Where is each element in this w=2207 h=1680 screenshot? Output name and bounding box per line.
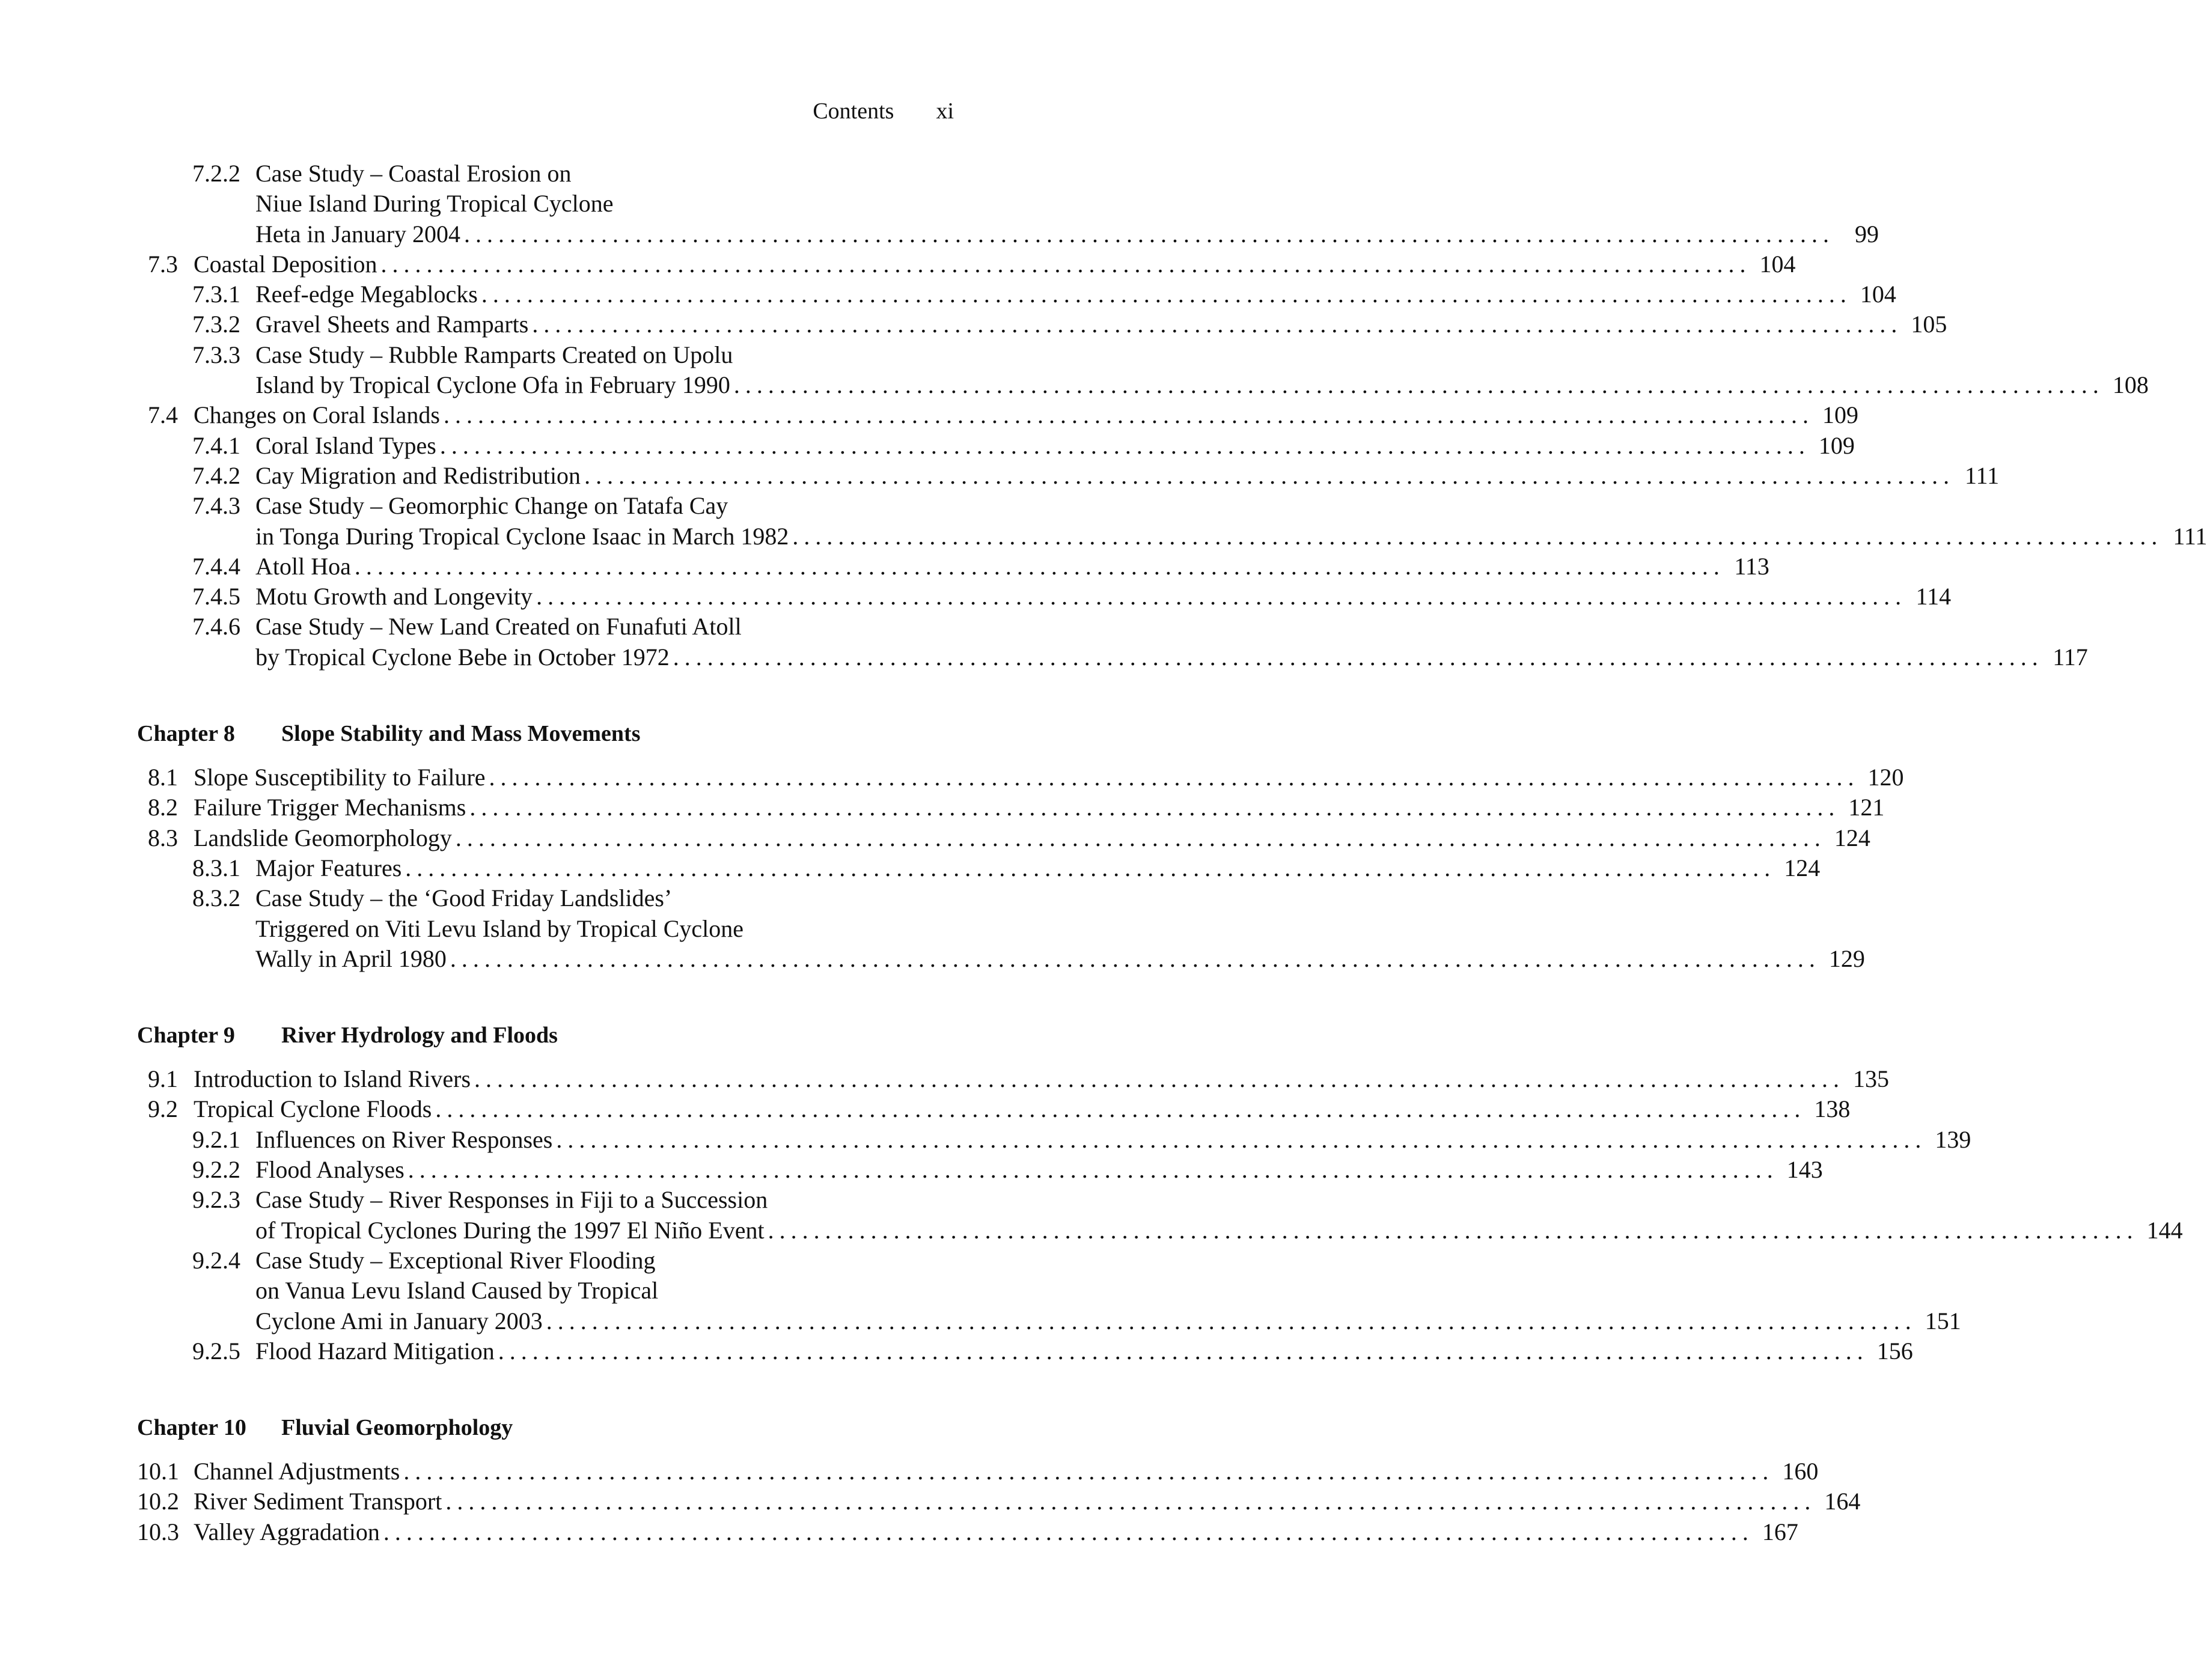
section-page-number: 164 <box>1824 1488 1861 1515</box>
section-page-number: 124 <box>1834 824 1870 851</box>
section-page-number: 108 <box>2112 371 2149 399</box>
section-page-number: 143 <box>1786 1156 1823 1184</box>
section-page-number: 144 <box>2146 1216 2183 1244</box>
toc-entry-line <box>137 1306 1961 1336</box>
section-number <box>137 642 255 672</box>
section-page-number: 114 <box>1915 583 1952 610</box>
dot-leader: ........................................................................................................................ <box>673 643 2044 671</box>
toc-entry-line <box>137 642 2088 672</box>
section-title: Case Study – River Responses in Fiji to a Succession <box>255 1186 768 1214</box>
section-number: 7.4.2 <box>192 461 240 489</box>
section-page-number: 104 <box>1759 250 1796 278</box>
toc-entry-line[interactable] <box>137 582 1952 612</box>
dot-leader: ........................................................................................................................ <box>584 461 1955 489</box>
section-page-number: 113 <box>1734 552 1769 580</box>
section-number: 7.3.2 <box>192 311 240 338</box>
section-page-number: 120 <box>1867 764 1904 791</box>
dot-leader: ........................................................................................................................ <box>403 1458 1774 1485</box>
section-title: Cay Migration and Redistribution <box>255 461 581 489</box>
toc-entry-line[interactable] <box>137 853 1821 883</box>
section-number: 8.3.2 <box>192 884 240 912</box>
section-title: Gravel Sheets and Ramparts <box>255 311 529 338</box>
section-number: 7.4.5 <box>192 583 240 610</box>
dot-leader: ........................................................................................................................ <box>556 1125 1927 1153</box>
dot-leader: ........................................................................................................................ <box>546 1307 1917 1335</box>
section-title: Heta in January 2004 <box>255 220 461 248</box>
section-title: Tropical Cyclone Floods <box>194 1095 432 1123</box>
section-number: 7.4.6 <box>192 613 240 641</box>
toc-entry-line[interactable] <box>137 159 954 189</box>
section-title: on Vanua Levu Island Caused by Tropical <box>255 1277 659 1304</box>
section-number: 9.2.2 <box>192 1156 240 1184</box>
section-title: Triggered on Viti Levu Island by Tropical Cyclone <box>255 915 743 942</box>
toc-entry-line <box>137 219 1879 249</box>
section-title: Coral Island Types <box>255 431 436 459</box>
section-number: 7.3 <box>148 250 178 278</box>
section-page-number: 99 <box>1855 220 1879 248</box>
chapter-title: River Hydrology and Floods <box>281 1023 558 1048</box>
dot-leader: ........................................................................................................................ <box>380 250 1751 278</box>
toc-entry-line[interactable] <box>137 279 1896 309</box>
toc-entry-line <box>137 914 954 944</box>
dot-leader: ........................................................................................................................ <box>439 431 1810 459</box>
section-title: Major Features <box>255 854 402 881</box>
section-title: Case Study – New Land Created on Funafuti Atoll <box>255 613 742 641</box>
section-number <box>137 189 255 219</box>
section-page-number: 117 <box>2053 643 2088 671</box>
section-title: Valley Aggradation <box>194 1518 380 1545</box>
section-number: 9.2.3 <box>192 1186 240 1214</box>
section-page-number: 124 <box>1784 854 1821 881</box>
toc-entry-line[interactable] <box>137 883 954 913</box>
dot-leader: ........................................................................................................................ <box>792 522 2163 550</box>
section-number <box>137 1276 255 1306</box>
section-page-number: 105 <box>1911 311 1947 338</box>
section-number: 9.2.1 <box>192 1125 240 1153</box>
section-page-number: 121 <box>1848 794 1885 821</box>
section-number <box>137 1216 255 1246</box>
toc-entry-line[interactable] <box>137 1517 1798 1547</box>
section-title: of Tropical Cyclones During the 1997 El Niño Event <box>255 1216 765 1244</box>
dot-leader: ........................................................................................................................ <box>383 1518 1754 1545</box>
toc-entry-line[interactable] <box>137 552 1769 582</box>
toc-entry-line[interactable] <box>137 1094 1851 1124</box>
chapter-heading <box>137 719 954 749</box>
dot-leader: ........................................................................................................................ <box>354 552 1725 580</box>
dot-leader: ........................................................................................................................ <box>474 1065 1845 1093</box>
dot-leader: ........................................................................................................................ <box>469 794 1840 821</box>
section-number: 7.4.4 <box>192 552 240 580</box>
section-number: 7.2.2 <box>192 160 240 187</box>
section-number: 7.3.1 <box>192 281 240 308</box>
dot-leader: ........................................................................................................................ <box>489 764 1860 791</box>
toc-entry-line[interactable] <box>137 1155 1823 1185</box>
toc-entry-line[interactable] <box>137 249 1796 279</box>
section-number: 8.3.1 <box>192 854 240 881</box>
dot-leader: ........................................................................................................................ <box>455 824 1826 851</box>
section-page-number: 139 <box>1935 1125 1971 1153</box>
dot-leader: ........................................................................................................................ <box>498 1337 1869 1365</box>
toc-entry-line[interactable] <box>137 400 1858 430</box>
section-number: 7.3.3 <box>192 341 240 368</box>
dot-leader: ........................................................................................................................ <box>445 1488 1816 1515</box>
toc-entry-line <box>137 189 954 219</box>
toc-entry-line <box>137 370 2149 400</box>
section-number: 7.4 <box>148 401 178 429</box>
section-number: 10.1 <box>137 1458 179 1485</box>
section-number: 10.3 <box>137 1518 179 1545</box>
section-page-number: 129 <box>1828 945 1865 972</box>
section-title: Flood Analyses <box>255 1156 404 1184</box>
toc-entry-line[interactable] <box>137 1456 1819 1487</box>
section-title: Case Study – Exceptional River Flooding <box>255 1246 656 1274</box>
dot-leader: ........................................................................................................................ <box>768 1216 2138 1244</box>
section-number: 9.2.4 <box>192 1246 240 1274</box>
chapter-title: Fluvial Geomorphology <box>281 1415 513 1441</box>
toc-entry-line[interactable] <box>137 1064 1890 1094</box>
section-page-number: 160 <box>1782 1458 1819 1485</box>
toc-entry-line[interactable] <box>137 431 1855 461</box>
section-page-number: 109 <box>1818 431 1855 459</box>
running-header <box>813 96 954 126</box>
section-title: Case Study – Geomorphic Change on Tatafa Cay <box>255 492 728 520</box>
dot-leader: ........................................................................................................................ <box>408 1156 1778 1184</box>
section-title: Motu Growth and Longevity <box>255 583 533 610</box>
section-number: 8.3 <box>148 824 178 851</box>
section-title: Slope Susceptibility to Failure <box>194 764 486 791</box>
page-number: xi <box>936 99 954 124</box>
dot-leader: ........................................................................................................................ <box>450 945 1821 972</box>
section-number: 8.2 <box>148 794 178 821</box>
toc-entry-line[interactable] <box>137 461 2000 491</box>
chapter-label: Chapter 10 <box>137 1415 246 1441</box>
toc-entry-line <box>137 1276 954 1306</box>
toc-entry-line[interactable] <box>137 1246 954 1276</box>
section-title: Case Study – Rubble Ramparts Created on Upolu <box>255 341 733 368</box>
toc-entry-line[interactable] <box>137 1185 954 1215</box>
toc-entry-line[interactable] <box>137 612 954 642</box>
toc-entry-line[interactable] <box>137 823 1870 853</box>
section-number: 7.4.3 <box>192 492 240 520</box>
toc-entry-line[interactable] <box>137 762 1904 793</box>
section-page-number: 138 <box>1814 1095 1851 1123</box>
toc-entry-line[interactable] <box>137 340 954 370</box>
chapter-label: Chapter 8 <box>137 721 235 747</box>
toc-entry-line[interactable] <box>137 309 1947 339</box>
dot-leader: ........................................................................................................................ <box>481 281 1852 308</box>
chapter-heading <box>137 1020 954 1050</box>
section-page-number: 109 <box>1822 401 1858 429</box>
toc-entry-line <box>137 944 1865 974</box>
section-title: in Tonga During Tropical Cyclone Isaac in March 1982 <box>255 522 789 550</box>
section-page-number: 156 <box>1876 1337 1913 1365</box>
section-page-number: 151 <box>1925 1307 1961 1335</box>
section-number <box>137 219 255 249</box>
section-title: River Sediment Transport <box>194 1488 442 1515</box>
section-title: Channel Adjustments <box>194 1458 400 1485</box>
section-title: Reef-edge Megablocks <box>255 281 478 308</box>
section-title: Flood Hazard Mitigation <box>255 1337 495 1365</box>
dot-leader: ........................................................................................................................ <box>464 220 1835 248</box>
section-title: Island by Tropical Cyclone Ofa in February 1990 <box>255 371 730 399</box>
section-title: Niue Island During Tropical Cyclone <box>255 190 614 218</box>
section-page-number: 111 <box>1965 461 2000 489</box>
dot-leader: ........................................................................................................................ <box>536 583 1907 610</box>
section-title: Influences on River Responses <box>255 1125 553 1153</box>
dot-leader: ........................................................................................................................ <box>733 371 2104 399</box>
toc-entry-line <box>137 522 2207 552</box>
section-title: Introduction to Island Rivers <box>194 1065 471 1093</box>
section-number: 9.1 <box>148 1065 178 1093</box>
toc-entry-line <box>137 1216 2183 1246</box>
table-of-contents <box>137 159 2207 1547</box>
section-title: by Tropical Cyclone Bebe in October 1972 <box>255 643 670 671</box>
section-title: Wally in April 1980 <box>255 945 447 972</box>
toc-entry-line[interactable] <box>137 793 1885 823</box>
section-page-number: 111 <box>2173 522 2207 550</box>
chapter-title: Slope Stability and Mass Movements <box>281 721 641 747</box>
dot-leader: ........................................................................................................................ <box>405 854 1776 881</box>
chapter-label: Chapter 9 <box>137 1023 235 1048</box>
section-number <box>137 1306 255 1336</box>
section-number <box>137 914 255 944</box>
section-title: Atoll Hoa <box>255 552 351 580</box>
toc-entry-line[interactable] <box>137 1336 1913 1366</box>
section-number <box>137 370 255 400</box>
section-number: 7.4.1 <box>192 431 240 459</box>
section-title: Landslide Geomorphology <box>194 824 452 851</box>
section-page-number: 104 <box>1860 281 1896 308</box>
section-title: Coastal Deposition <box>194 250 377 278</box>
section-number: 8.1 <box>148 764 178 791</box>
section-number <box>137 944 255 974</box>
toc-entry-line[interactable] <box>137 1487 1861 1517</box>
section-number <box>137 522 255 552</box>
section-title: Changes on Coral Islands <box>194 401 440 429</box>
section-page-number: 135 <box>1853 1065 1890 1093</box>
dot-leader: ........................................................................................................................ <box>443 401 1814 429</box>
section-title: Case Study – Coastal Erosion on <box>255 160 572 187</box>
section-page-number: 167 <box>1762 1518 1798 1545</box>
chapter-heading <box>137 1413 954 1443</box>
section-number: 9.2.5 <box>192 1337 240 1365</box>
section-number: 9.2 <box>148 1095 178 1123</box>
section-title: Failure Trigger Mechanisms <box>194 794 466 821</box>
dot-leader: ........................................................................................................................ <box>532 311 1903 338</box>
section-title: Case Study – the ‘Good Friday Landslides’ <box>255 884 673 912</box>
section-number: 10.2 <box>137 1488 179 1515</box>
running-title: Contents <box>813 99 894 124</box>
toc-entry-line[interactable] <box>137 1125 1971 1155</box>
dot-leader: ........................................................................................................................ <box>435 1095 1806 1123</box>
section-title: Cyclone Ami in January 2003 <box>255 1307 543 1335</box>
toc-entry-line[interactable] <box>137 491 954 521</box>
